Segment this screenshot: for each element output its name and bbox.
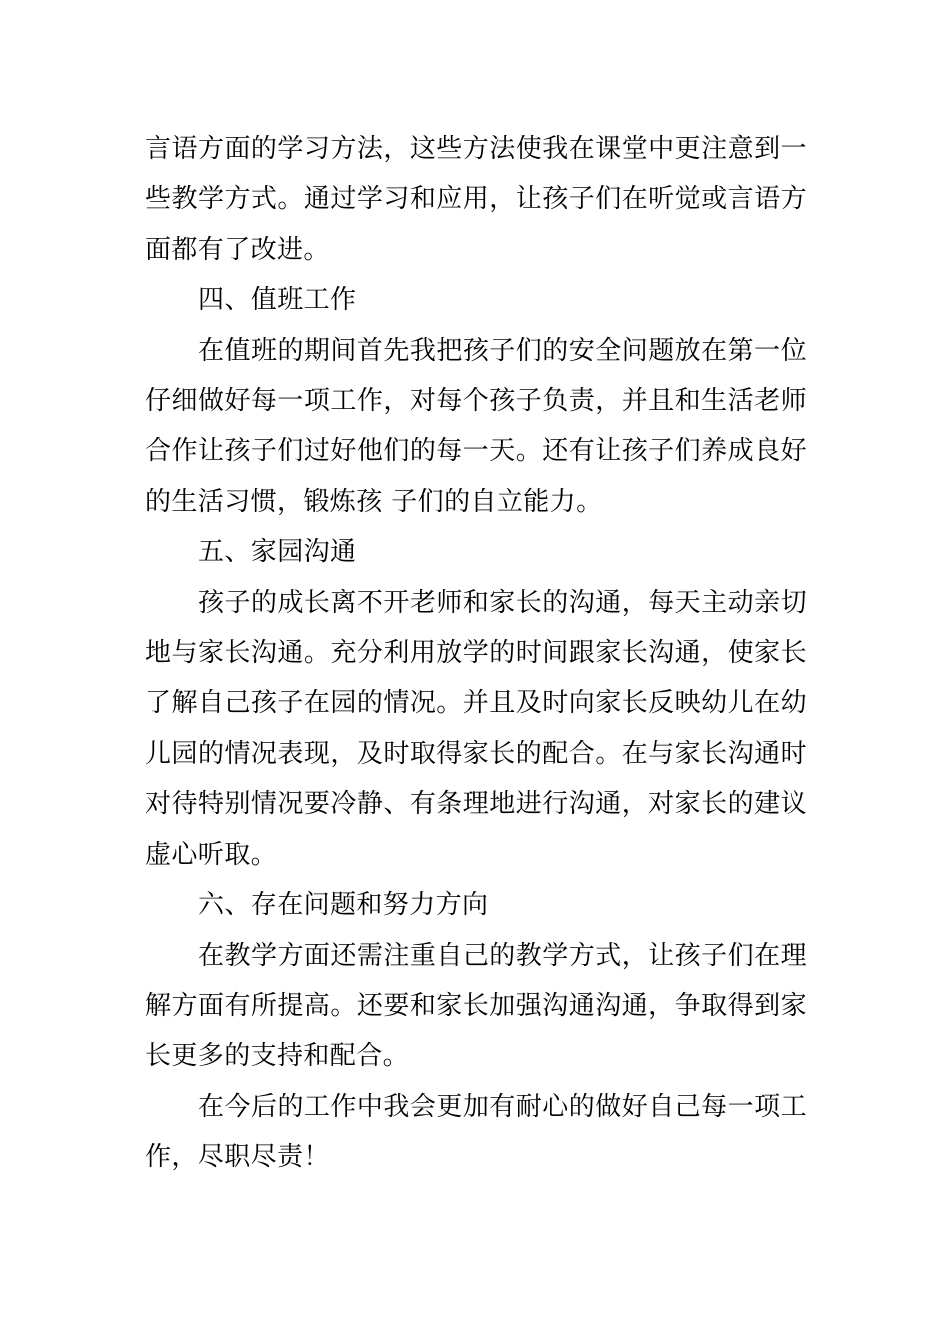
section-heading-problems-and-direction: 六、存在问题和努力方向 <box>198 890 489 921</box>
paragraph-problems-and-direction: 在教学方面还需注重自己的教学方式，让孩子们在理解方面有所提高。还要和家长加强沟通沟通，争取得到家长更多的支持和配合。 <box>145 940 807 1072</box>
section-heading-duty-work: 四、值班工作 <box>198 285 357 316</box>
document-body <box>145 124 807 1183</box>
paragraph-home-school-communication: 孩子的成长离不开老师和家长的沟通，每天主动亲切地与家长沟通。充分利用放学的时间跟家长沟通，使家长了解自己孩子在园的情况。并且及时向家长反映幼儿在幼儿园的情况表现，及时取得家长的配合。在与家长沟通时对待特别情况要冷静、有条理地进行沟通，对家长的建议虚心听取。 <box>145 587 807 870</box>
paragraph-duty-work: 在值班的期间首先我把孩子们的安全问题放在第一位仔细做好每一项工作，对每个孩子负责，并且和生活老师合作让孩子们过好他们的每一天。还有让孩子们养成良好的生活习惯，锻炼孩 子们的自立能力。 <box>145 335 807 517</box>
paragraph-closing: 在今后的工作中我会更加有耐心的做好自己每一项工作，尽职尽责！ <box>145 1091 807 1173</box>
section-heading-home-school-communication: 五、家园沟通 <box>198 537 357 568</box>
paragraph-continuation: 言语方面的学习方法，这些方法使我在课堂中更注意到一些教学方式。通过学习和应用，让孩子们在听觉或言语方面都有了改进。 <box>145 134 807 265</box>
